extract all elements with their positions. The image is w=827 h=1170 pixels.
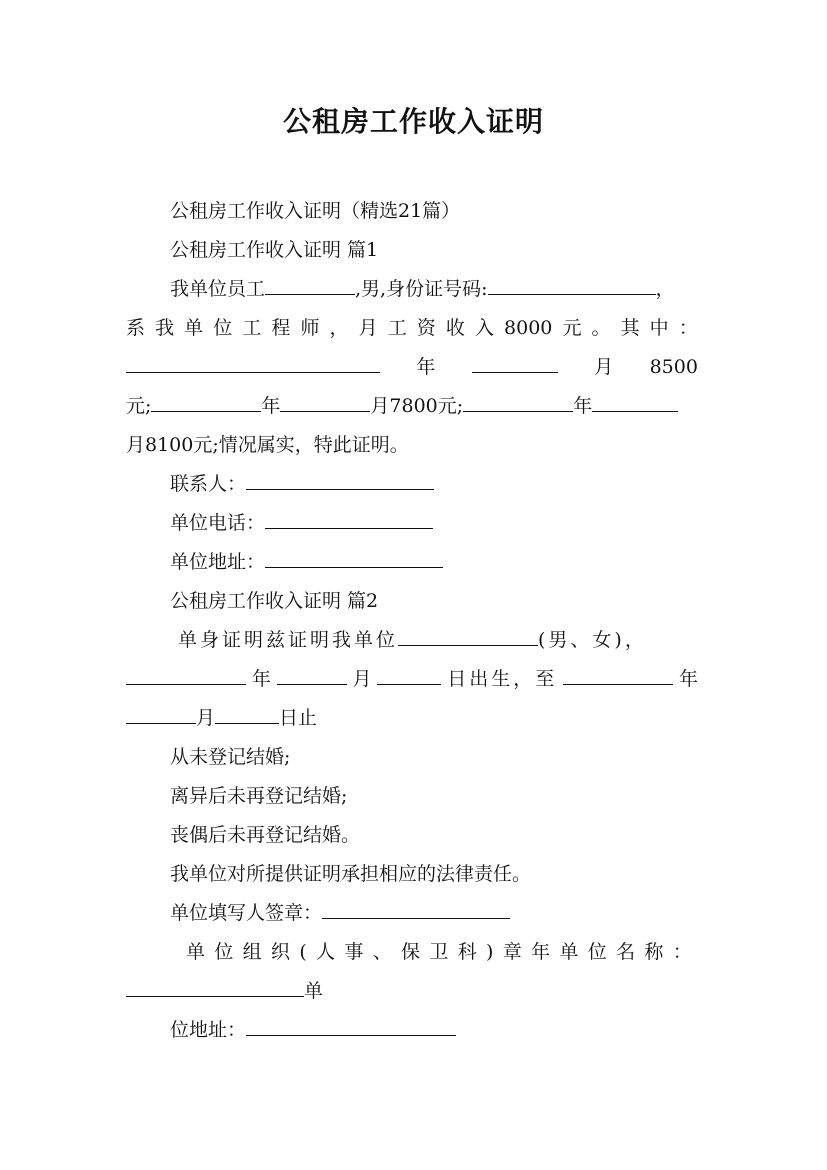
detail-year-blank-2[interactable]	[151, 391, 261, 412]
salary-word: 月	[358, 317, 378, 339]
org-name-line	[126, 976, 323, 1006]
detail-date-blank[interactable]	[126, 352, 380, 373]
year-label: 年	[261, 395, 281, 417]
salary-word: 我	[155, 317, 175, 339]
contact-label: 联系人：	[170, 473, 247, 495]
org-word: 人	[316, 941, 336, 963]
section-heading-1: 公租房工作收入证明 篇1	[170, 239, 379, 261]
salary-word: ，	[329, 317, 349, 339]
month-label: 月	[594, 356, 614, 378]
year-label: 年	[416, 356, 436, 378]
gender-option-text: (男、女)，	[538, 629, 647, 651]
month-label: 月	[352, 668, 372, 690]
detail-line-3: 月8100元;情况属实，特此证明。	[126, 434, 409, 456]
salary-word: 位	[213, 317, 233, 339]
org-word: 科	[457, 941, 477, 963]
salary-word: 工	[387, 317, 407, 339]
month-amount-text: 月7800元;	[370, 395, 464, 417]
employee-name-blank[interactable]	[265, 274, 355, 295]
org-word: 单	[559, 941, 579, 963]
address-blank[interactable]	[265, 547, 443, 568]
phone-blank[interactable]	[265, 508, 433, 529]
birth-year-blank[interactable]	[126, 664, 246, 685]
contact-line	[170, 469, 434, 499]
org-word: 位	[587, 941, 607, 963]
responsibility-text: 我单位对所提供证明承担相应的法律责任。	[170, 863, 532, 885]
org-seal-line	[186, 937, 692, 967]
until-end-text: 日止	[279, 707, 318, 729]
id-number-blank[interactable]	[488, 274, 656, 295]
status-item-3: 丧偶后未再登记结婚。	[170, 824, 361, 846]
org-word: 保	[401, 941, 421, 963]
detail-month-blank-3[interactable]	[592, 391, 678, 412]
org-word: 卫	[429, 941, 449, 963]
org-word: 事	[344, 941, 364, 963]
employee-label: 我单位员工	[170, 278, 266, 300]
until-month-blank[interactable]	[126, 703, 196, 724]
month-label: 月	[196, 707, 216, 729]
salary-word: ：	[678, 317, 698, 339]
single-proof-line	[178, 625, 647, 655]
status-item-2: 离异后未再登记结婚;	[170, 785, 348, 807]
until-year-blank[interactable]	[563, 664, 673, 685]
filler-sign-blank[interactable]	[322, 898, 510, 919]
salary-word: 。	[591, 317, 611, 339]
detail-line-2	[126, 391, 678, 421]
salary-word: 资	[416, 317, 436, 339]
until-day-blank[interactable]	[215, 703, 279, 724]
org-word: 织	[270, 941, 290, 963]
section-heading-2: 公租房工作收入证明 篇2	[170, 590, 379, 612]
org-name-end: 单	[304, 980, 324, 1002]
org-word: 单	[186, 941, 206, 963]
salary-word: 程	[271, 317, 291, 339]
filler-sign-label: 单位填写人签章：	[170, 902, 323, 924]
phone-line	[170, 508, 433, 538]
document-subtitle: 公租房工作收入证明（精选21篇）	[170, 200, 461, 222]
yuan-text: 元;	[126, 395, 152, 417]
salary-word: 收	[445, 317, 465, 339]
contact-blank[interactable]	[246, 469, 434, 490]
org-word: 年	[531, 941, 551, 963]
year-label: 年	[678, 668, 698, 690]
single-proof-label: 单身证明兹证明我单位	[178, 629, 399, 651]
birth-day-blank[interactable]	[377, 664, 441, 685]
birth-month-blank[interactable]	[277, 664, 347, 685]
phone-label: 单位电话：	[170, 512, 266, 534]
address-line	[170, 547, 443, 577]
org-name-blank[interactable]	[126, 976, 304, 997]
address-label: 单位地址：	[170, 551, 266, 573]
salary-word: 中	[649, 317, 669, 339]
salary-word: 师	[300, 317, 320, 339]
salary-word: 入	[474, 317, 494, 339]
salary-line	[126, 313, 698, 343]
org-address-label: 位地址：	[170, 1019, 247, 1041]
org-word: 、	[372, 941, 392, 963]
org-word: 组	[242, 941, 262, 963]
org-word: 位	[214, 941, 234, 963]
until-line	[126, 703, 317, 733]
org-word: )	[486, 941, 494, 963]
salary-word: 系	[126, 317, 146, 339]
gender-id-label: ,男,身份证号码:	[355, 278, 488, 300]
org-word: 称	[644, 941, 664, 963]
org-word: ：	[672, 941, 692, 963]
salary-word: 元	[562, 317, 582, 339]
org-word: 名	[616, 941, 636, 963]
detail-year-blank[interactable]	[472, 352, 558, 373]
detail-line-1	[126, 352, 698, 382]
document-title: 公租房工作收入证明	[282, 105, 544, 138]
detail-year-blank-3[interactable]	[463, 391, 573, 412]
person-name-blank[interactable]	[398, 625, 538, 646]
salary-word: 工	[242, 317, 262, 339]
org-address-line	[170, 1015, 456, 1045]
birth-text: 日出生，至	[447, 668, 558, 690]
org-word: 章	[502, 941, 522, 963]
salary-word: 单	[184, 317, 204, 339]
year-label: 年	[251, 668, 271, 690]
amount-value: 8500	[649, 356, 698, 378]
org-address-blank[interactable]	[246, 1015, 456, 1036]
filler-sign-line	[170, 898, 510, 928]
org-word: (	[299, 941, 307, 963]
salary-amount: 8000	[504, 317, 553, 339]
status-item-1: 从未登记结婚;	[170, 746, 291, 768]
salary-word: 其	[620, 317, 640, 339]
employee-line	[170, 274, 675, 304]
comma-text: ，	[655, 278, 675, 300]
year-label: 年	[573, 395, 593, 417]
detail-month-blank-2[interactable]	[280, 391, 370, 412]
birth-line	[126, 664, 698, 694]
